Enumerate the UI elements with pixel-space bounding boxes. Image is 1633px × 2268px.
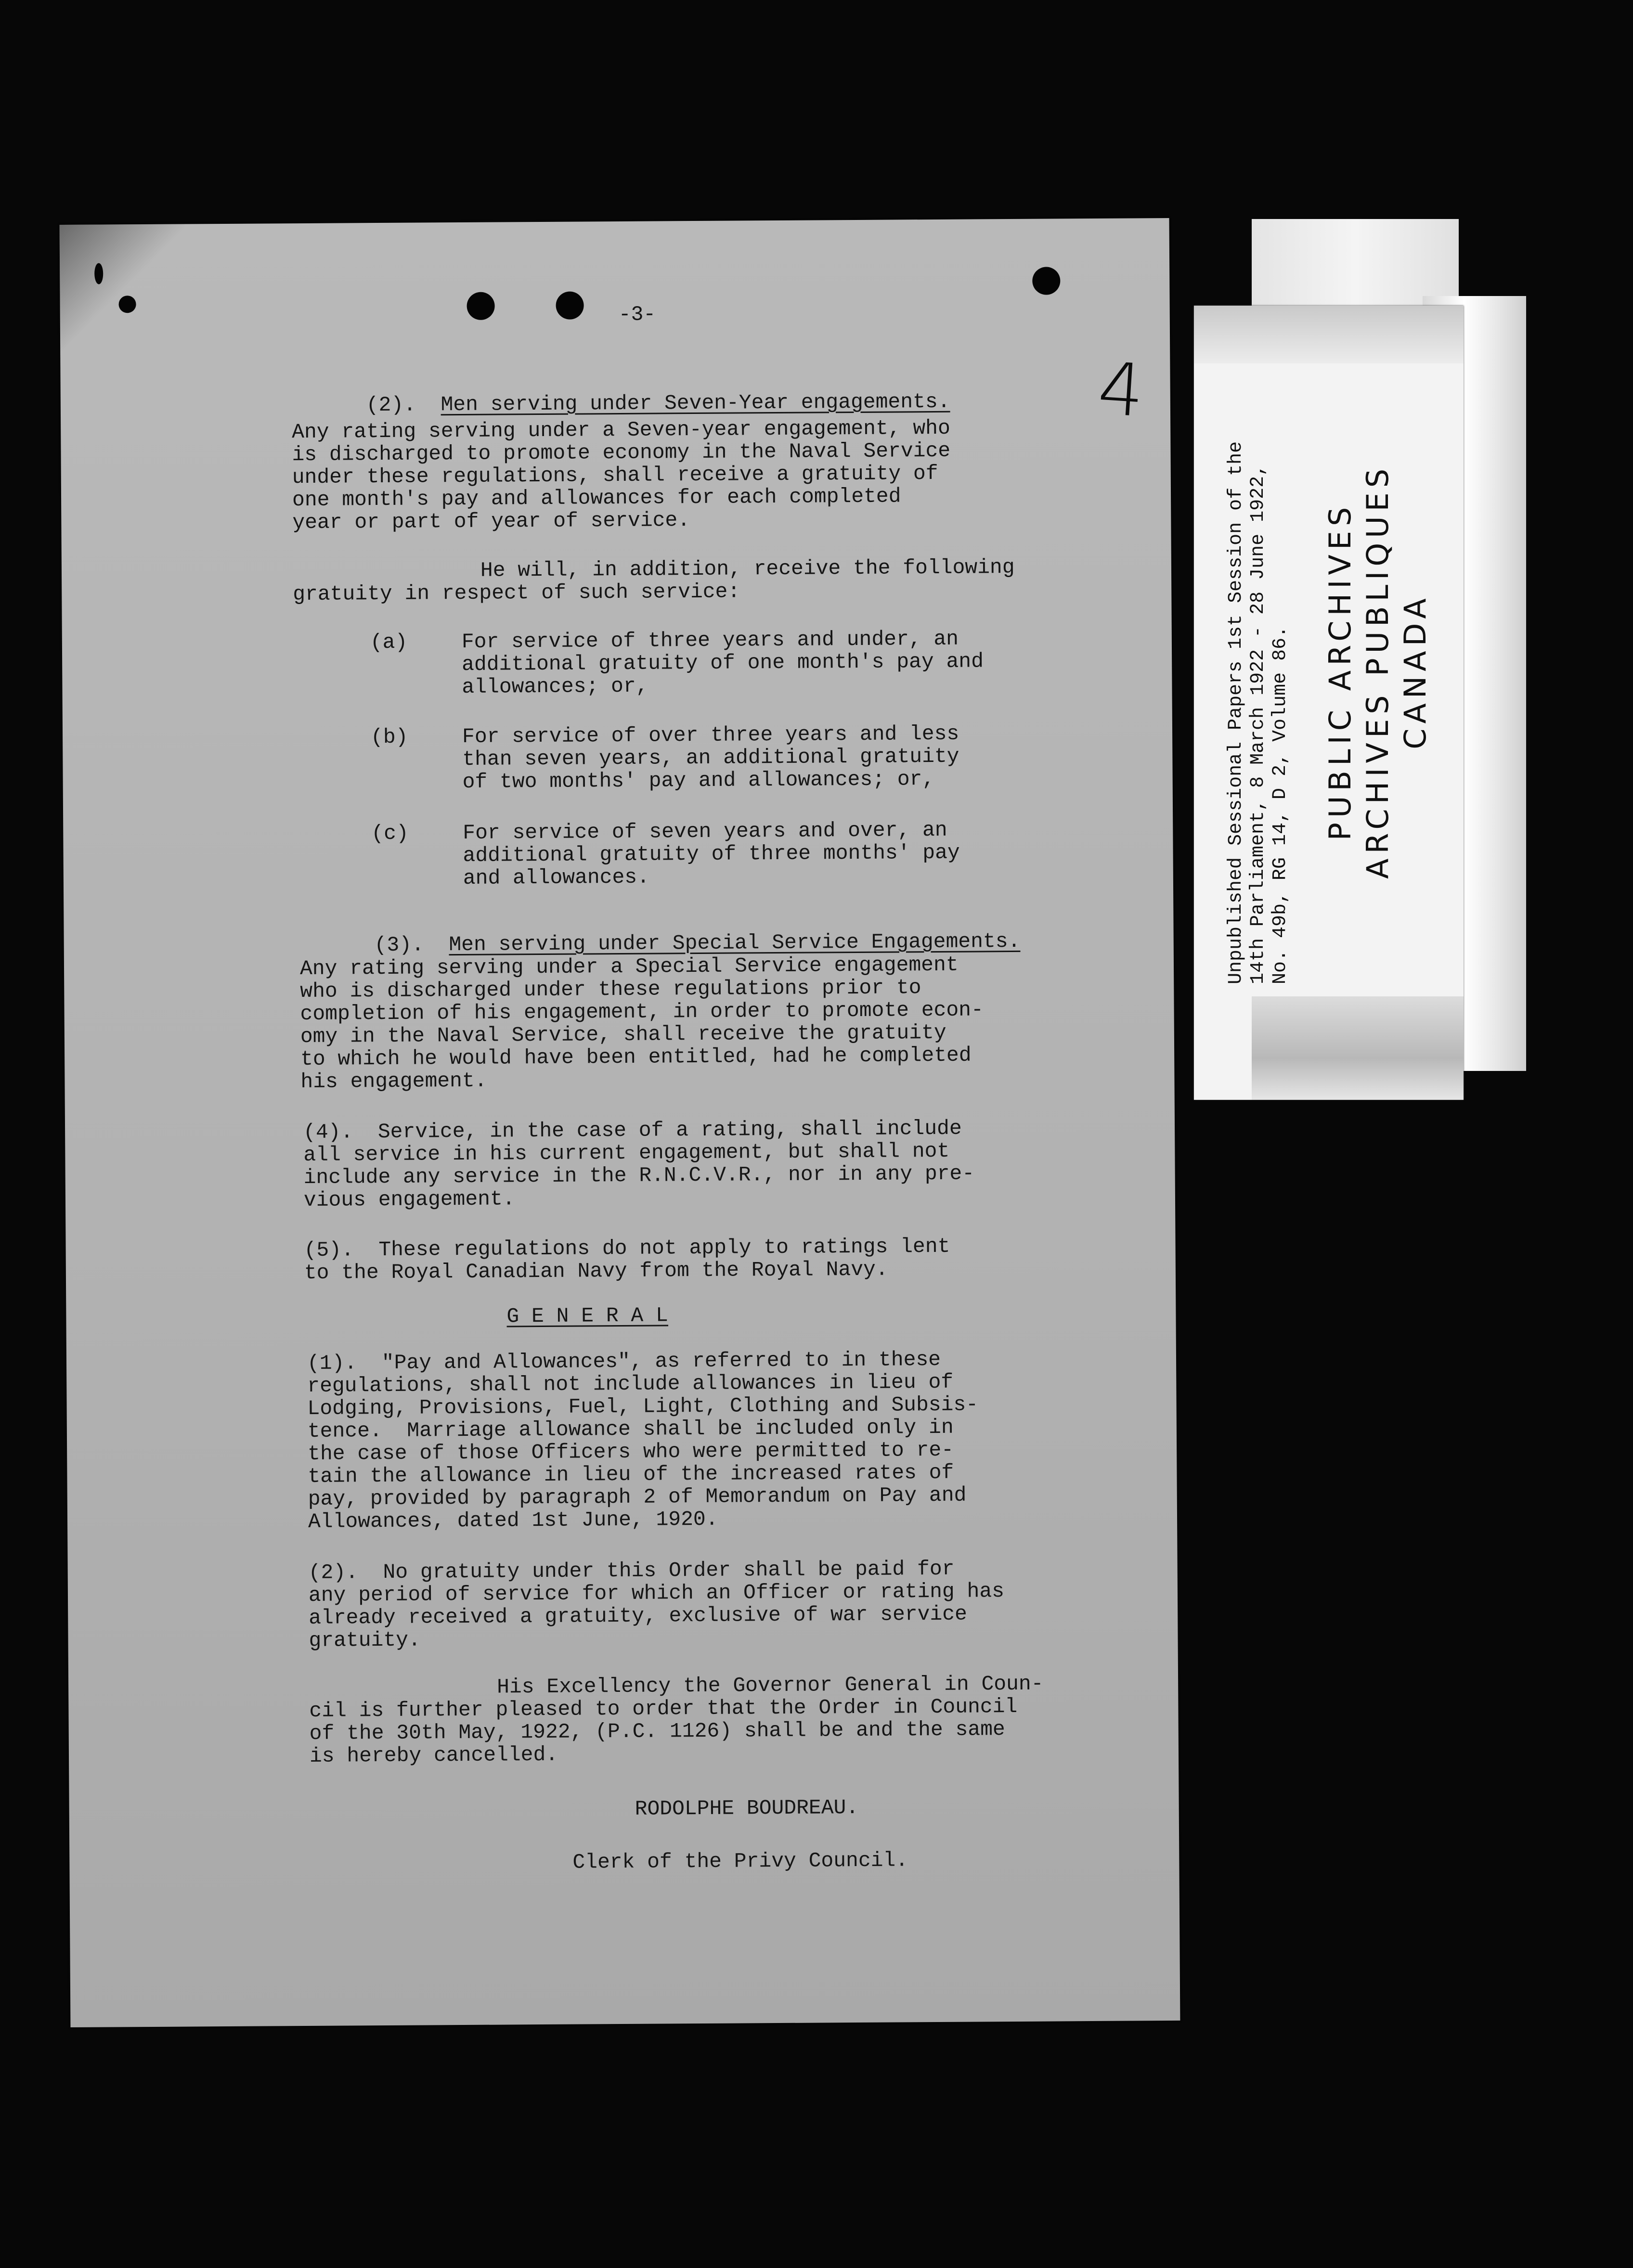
- archive-stamp-line: PUBLIC ARCHIVES: [1322, 502, 1358, 841]
- section-2-para1-line: one month's pay and allowances for each completed: [292, 484, 901, 512]
- section-3-line: Any rating serving under a Special Service engagement: [299, 953, 959, 981]
- closing-line: of the 30th May, 1922, (P.C. 1126) shall be and the same: [309, 1717, 1005, 1745]
- section-5-line: (5). These regulations do not apply to ratings lent: [304, 1234, 950, 1263]
- archive-reference: [1225, 441, 1292, 984]
- section-2-para2-line: He will, in addition, receive the following: [480, 555, 1015, 582]
- document-body: [60, 218, 1169, 1874]
- section-2-number: (2).: [366, 393, 416, 417]
- section-2-para1-line: under these regulations, shall receive a gratuity of: [292, 461, 938, 490]
- archive-label-shade: [1194, 306, 1464, 363]
- general-1-line: Allowances, dated 1st June, 1920.: [308, 1507, 718, 1533]
- general-1-line: tence. Marriage allowance shall be included only in: [307, 1415, 954, 1443]
- general-2-line: any period of service for which an Officer or rating has: [308, 1579, 1005, 1607]
- ink-blot: [118, 296, 136, 313]
- item-a-line: allowances; or,: [462, 674, 648, 699]
- closing-line: cil is further pleased to order that the Order in Council: [309, 1694, 1018, 1723]
- item-c-line: For service of seven years and over, an: [463, 818, 947, 845]
- section-3-line: his engagement.: [300, 1069, 487, 1094]
- section-3-number: (3).: [374, 933, 424, 957]
- archive-stamp: [1322, 443, 1434, 900]
- general-1-line: pay, provided by paragraph 2 of Memorandum on Pay and: [308, 1483, 967, 1511]
- section-5-line: to the Royal Canadian Navy from the Royal Navy.: [304, 1257, 888, 1285]
- page-number: -3-: [618, 302, 656, 326]
- section-4-line: vious engagement.: [303, 1187, 515, 1212]
- section-4-line: (4). Service, in the case of a rating, shall include: [303, 1116, 962, 1145]
- section-3-title: Men serving under Special Service Engagements.: [449, 929, 1021, 957]
- punch-hole: [467, 292, 494, 320]
- archive-stamp-line: ARCHIVES PUBLIQUES: [1360, 464, 1395, 879]
- section-2-para1-line: Any rating serving under a Seven-year engagement, who: [292, 416, 950, 444]
- item-a-line: For service of three years and under, an: [461, 627, 959, 654]
- general-1-line: Lodging, Provisions, Fuel, Light, Clothing and Subsis-: [307, 1392, 979, 1420]
- closing-line: is hereby cancelled.: [309, 1742, 558, 1768]
- item-a-line: additional gratuity of one month's pay and: [462, 649, 984, 676]
- section-4-line: all service in his current engagement, but shall not: [303, 1139, 950, 1167]
- archive-stamp-line: CANADA: [1398, 593, 1433, 749]
- general-2-line: gratuity.: [309, 1628, 421, 1652]
- closing-line: His Excellency the Governor General in Coun-: [497, 1672, 1044, 1699]
- punch-hole: [556, 291, 583, 319]
- archive-label-torn-edge: [1252, 996, 1464, 1100]
- section-2-para1-line: is discharged to promote economy in the Naval Service: [292, 438, 951, 467]
- archive-reference-line: Unpublished Sessional Papers 1st Session of the: [1225, 441, 1247, 984]
- section-3-line: who is discharged under these regulations prior to: [300, 976, 921, 1004]
- general-1-line: the case of those Officers who were permitted to re-: [308, 1438, 954, 1466]
- general-2-line: already received a gratuity, exclusive of war service: [309, 1602, 968, 1630]
- item-b-line: of two months' pay and allowances; or,: [462, 767, 935, 794]
- section-2-title: Men serving under Seven-Year engagements.: [441, 389, 950, 417]
- general-1-line: tain the allowance in lieu of the increased rates of: [308, 1460, 954, 1488]
- general-heading: G E N E R A L: [506, 1303, 669, 1328]
- archive-reference-line: 14th Parliament, 8 March 1922 - 28 June 1922,: [1247, 464, 1269, 984]
- section-3-line: completion of his engagement, in order to promote econ-: [300, 998, 984, 1026]
- item-c-line: additional gratuity of three months' pay: [463, 840, 960, 867]
- signature-name: RODOLPHE BOUDREAU.: [635, 1795, 859, 1821]
- signature-title: Clerk of the Privy Council.: [572, 1848, 908, 1874]
- section-2-para1-line: year or part of year of service.: [292, 508, 690, 535]
- document-page: [60, 218, 1180, 2027]
- item-b-line: than seven years, an additional gratuity: [462, 744, 959, 771]
- general-1-line: regulations, shall not include allowances in lieu of: [307, 1370, 954, 1398]
- item-label-b: (b): [370, 725, 408, 749]
- item-c-line: and allowances.: [463, 865, 650, 890]
- archive-reference-line: No. 49b, RG 14, D 2, Volume 86.: [1270, 626, 1291, 984]
- section-4-line: include any service in the R.N.C.V.R., nor in any pre-: [303, 1161, 975, 1190]
- general-1-line: (1). "Pay and Allowances", as referred to in these: [307, 1347, 941, 1375]
- item-label-c: (c): [371, 821, 409, 846]
- section-2-para2-line: gratuity in respect of such service:: [293, 580, 740, 606]
- handwritten-page-number: 4: [1095, 347, 1147, 434]
- section-3-line: to which he would have been entitled, had he completed: [300, 1043, 972, 1071]
- ink-blot: [94, 263, 103, 284]
- item-b-line: For service of over three years and less: [462, 722, 959, 748]
- section-3-line: omy in the Naval Service, shall receive the gratuity: [300, 1020, 946, 1049]
- general-2-line: (2). No gratuity under this Order shall be paid for: [308, 1557, 955, 1585]
- punch-hole: [1032, 267, 1060, 295]
- item-label-a: (a): [370, 630, 408, 655]
